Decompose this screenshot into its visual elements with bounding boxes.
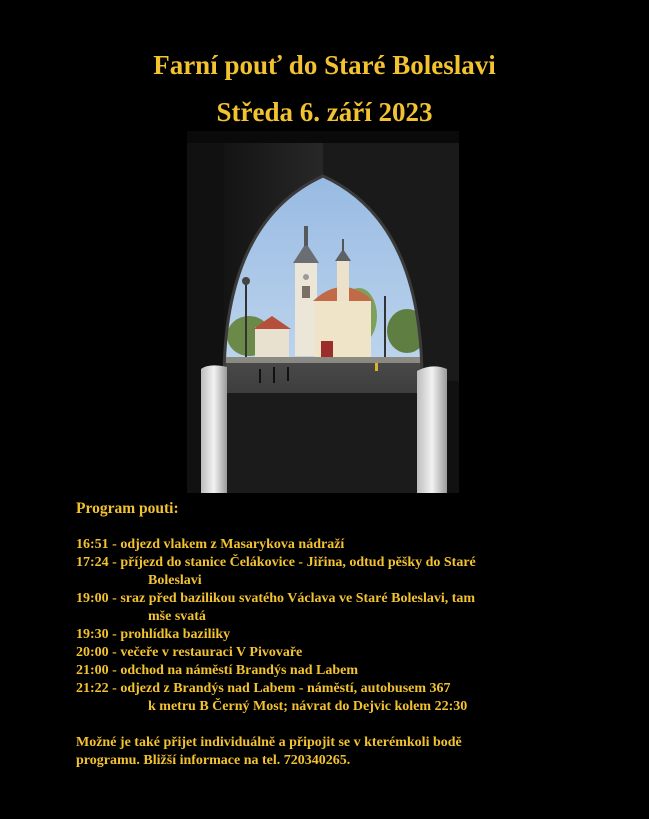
schedule-item xyxy=(76,590,596,626)
info-note-line: Možné je také přijet individuálně a připojit se v kterémkoli bodě xyxy=(76,735,462,750)
schedule-item xyxy=(76,662,596,680)
schedule-item xyxy=(76,536,596,554)
schedule-item xyxy=(76,626,596,644)
program-heading: Program pouti: xyxy=(76,500,179,517)
schedule-item xyxy=(76,554,596,590)
schedule-list xyxy=(76,536,596,716)
info-note-line: programu. Bližší informace na tel. 720340265. xyxy=(76,753,351,768)
schedule-item-text: 17:24 - příjezd do stanice Čelákovice - Jiřina, odtud pěšky do Staré xyxy=(76,555,476,570)
schedule-item xyxy=(76,644,596,662)
schedule-item-text: 16:51 - odjezd vlakem z Masarykova nádraží xyxy=(76,537,345,552)
page-title: Farní pouť do Staré Boleslavi xyxy=(153,50,496,80)
schedule-item-continuation: Boleslavi xyxy=(148,573,202,588)
event-date: Středa 6. září 2023 xyxy=(216,97,433,127)
schedule-item-text: 21:00 - odchod na náměstí Brandýs nad Labem xyxy=(76,663,358,678)
schedule-item-text: 19:00 - sraz před bazilikou svatého Václava ve Staré Boleslavi, tam xyxy=(76,591,476,606)
schedule-item-text: 19:30 - prohlídka baziliky xyxy=(76,627,231,642)
schedule-item-continuation: mše svatá xyxy=(148,609,206,624)
schedule-item-text: 21:22 - odjezd z Brandýs nad Labem - náměstí, autobusem 367 xyxy=(76,681,451,696)
schedule-item-text: 20:00 - večeře v restauraci V Pivovaře xyxy=(76,645,303,660)
info-note xyxy=(76,734,596,770)
schedule-item xyxy=(76,680,596,716)
program-section xyxy=(76,500,596,770)
schedule-item-continuation: k metru B Černý Most; návrat do Dejvic kolem 22:30 xyxy=(148,699,468,714)
church-photo xyxy=(187,131,459,493)
